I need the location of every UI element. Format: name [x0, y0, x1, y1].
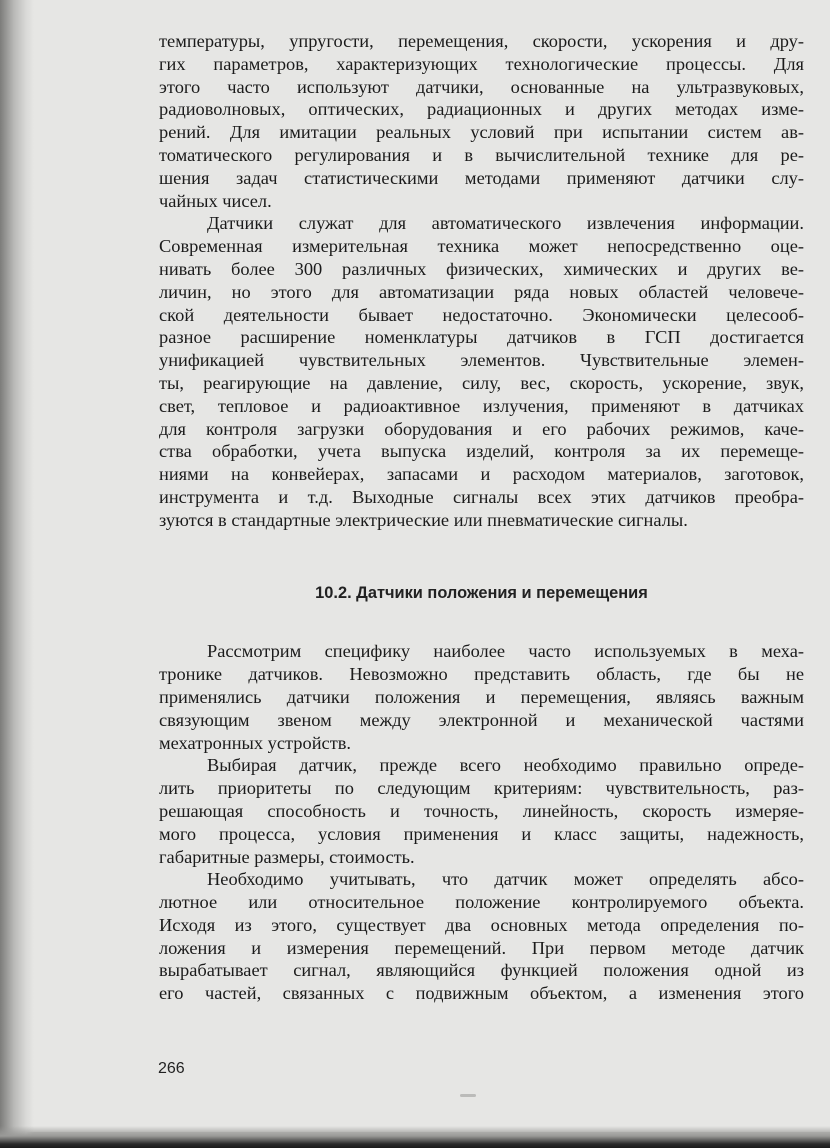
text-line: температуры, упругости, перемещения, скорости, ускорения и дру-	[159, 31, 804, 51]
text-line: рений. Для имитации реальных условий при испытании систем ав-	[159, 122, 804, 143]
paragraph-criteria	[159, 754, 804, 868]
section-heading: 10.2. Датчики положения и перемещения	[315, 583, 648, 602]
text-line: ской деятельности бывает недостаточно. Экономически целесооб-	[159, 304, 804, 325]
text-line: этого часто используют датчики, основанные на ультразвуковых,	[159, 76, 804, 97]
text-line: лить приоритеты по следующим критериям: чувствительность, раз-	[159, 778, 804, 799]
page-number: 266	[158, 1060, 185, 1077]
text-line: чайных чисел.	[159, 190, 272, 211]
text-line: мехатронных устройств.	[159, 732, 352, 753]
text-line: гих параметров, характеризующих технологические процессы. Для	[159, 53, 804, 74]
text-line: Необходимо учитывать, что датчик может определять абсо-	[207, 869, 804, 890]
text-line: Датчики служат для автоматического извлечения информации.	[207, 213, 804, 234]
text-line: личин, но этого для автоматизации ряда новых областей человече-	[159, 281, 804, 302]
paragraph-methods	[159, 868, 804, 1005]
text-line: нивать более 300 различных физических, химических и других ве-	[159, 258, 804, 279]
text-line: для контроля загрузки оборудования и его рабочих режимов, каче-	[159, 418, 804, 439]
text-line: разное расширение номенклатуры датчиков в ГСП достигается	[159, 327, 804, 348]
text-line: ства обработки, учета выпуска изделий, контроля за их перемеще-	[159, 441, 804, 462]
text-line: унификацией чувствительных элементов. Чувствительные элемен-	[159, 350, 804, 371]
bottom-edge-shadow	[0, 1126, 830, 1148]
paragraph-continuation	[159, 30, 804, 212]
text-line: решающая способность и точность, линейность, скорость измеряе-	[159, 800, 804, 821]
text-line: томатического регулирования и в вычислительной технике для ре-	[159, 144, 804, 165]
text-line: Исходя из этого, существует два основных метода определения по-	[159, 914, 804, 935]
text-line: Рассмотрим специфику наиболее часто используемых в меха-	[207, 641, 804, 662]
text-line: габаритные размеры, стоимость.	[159, 846, 415, 867]
text-line: мого процесса, условия применения и класс защиты, надежность,	[159, 823, 804, 844]
scan-smudge	[460, 1094, 476, 1097]
text-line: ложения и измерения перемещений. При первом методе датчик	[159, 937, 804, 958]
text-line: применялись датчики положения и перемещения, являясь важным	[159, 686, 804, 707]
text-line: свет, тепловое и радиоактивное излучения, применяют в датчиках	[159, 395, 804, 416]
paragraph-specifics	[159, 640, 804, 754]
text-line: его частей, связанных с подвижным объектом, а изменения этого	[159, 983, 804, 1004]
text-line: зуются в стандартные электрические или пневматические сигналы.	[159, 509, 688, 530]
text-line: Выбирая датчик, прежде всего необходимо правильно опреде-	[207, 755, 804, 776]
text-line: связующим звеном между электронной и механической частями	[159, 709, 804, 730]
text-line: радиоволновых, оптических, радиационных и других методах изме-	[159, 99, 804, 120]
text-line: лютное или относительное положение контролируемого объекта.	[159, 892, 804, 913]
paragraph-sensors-purpose	[159, 212, 804, 531]
text-line: инструмента и т.д. Выходные сигналы всех этих датчиков преобра-	[159, 486, 804, 507]
text-line: ты, реагирующие на давление, силу, вес, скорость, ускорение, звук,	[159, 372, 804, 393]
text-line: вырабатывает сигнал, являющийся функцией положения одной из	[159, 960, 804, 981]
text-line: ниями на конвейерах, запасами и расходом материалов, заготовок,	[159, 464, 804, 485]
text-line: шения задач статистическими методами применяют датчики слу-	[159, 167, 804, 188]
text-line: тронике датчиков. Невозможно представить область, где бы не	[159, 664, 804, 685]
text-line: Современная измерительная техника может непосредственно оце-	[159, 236, 804, 257]
spine-shadow	[0, 0, 34, 1148]
text-column	[159, 30, 804, 1005]
